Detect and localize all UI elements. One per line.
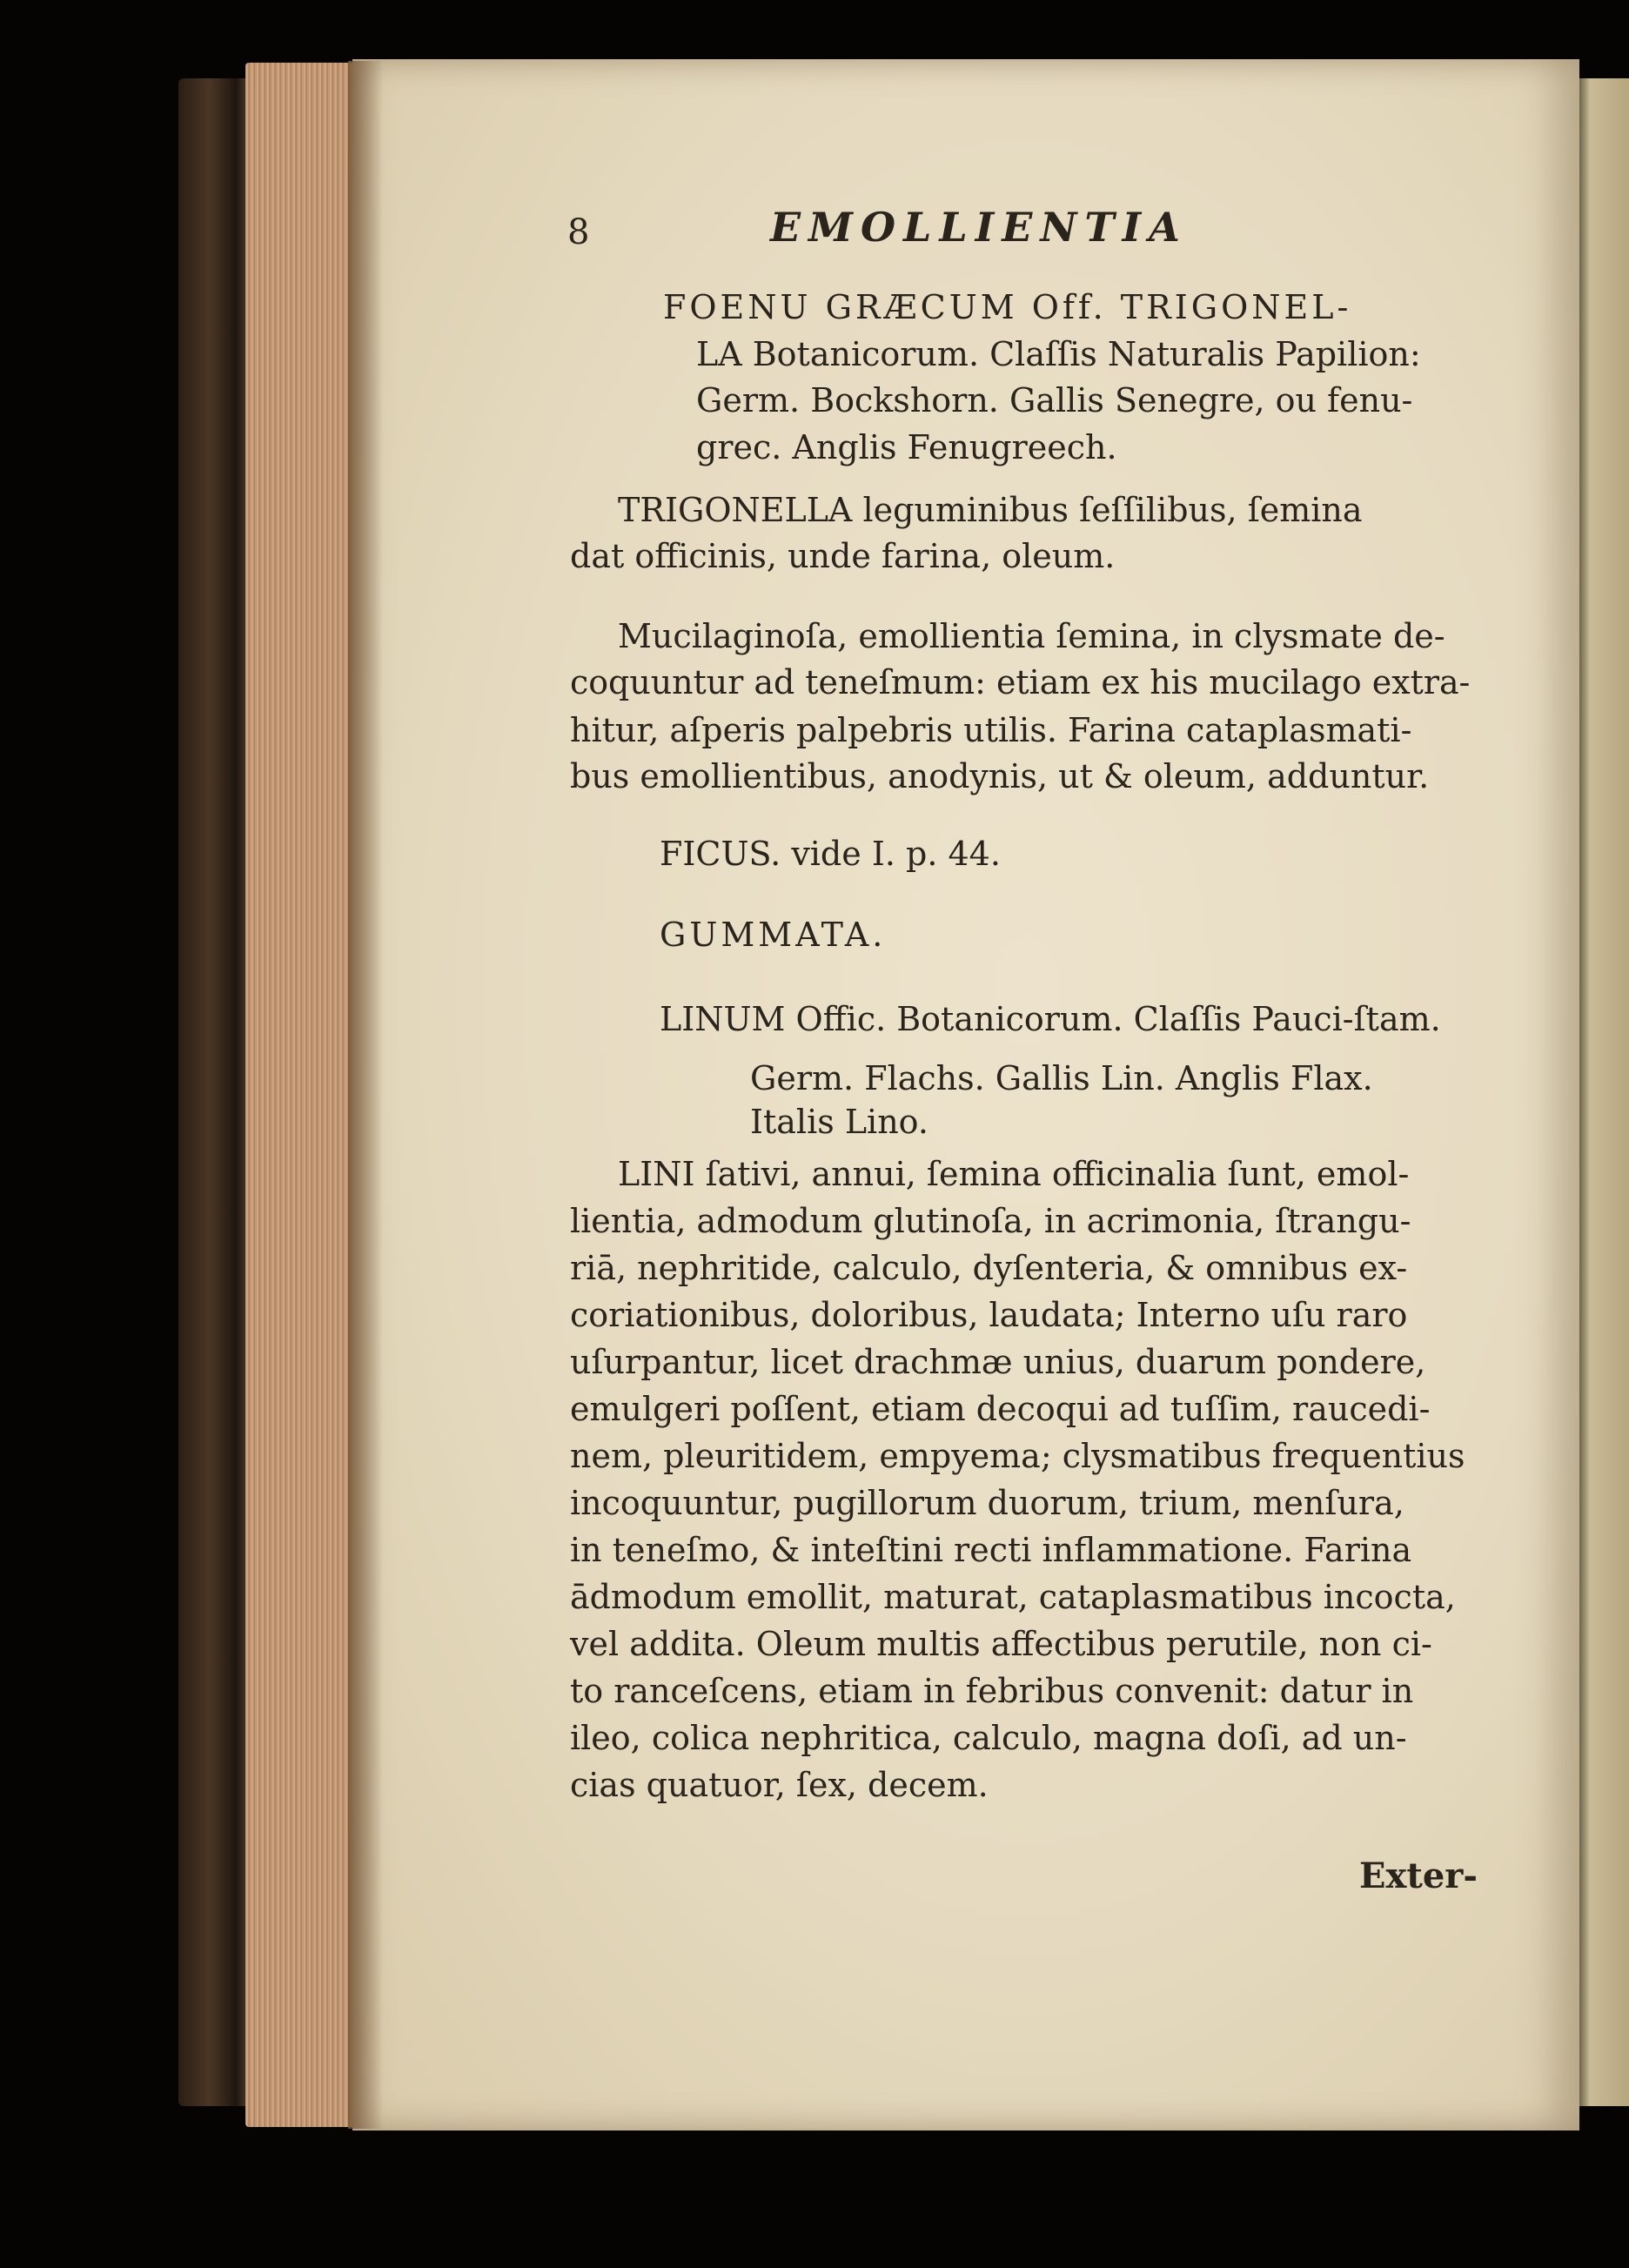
foenu-line-3: Germ. Bockshorn. Gallis Senegre, ou fenu- (696, 381, 1413, 419)
page-number: 8 (567, 212, 590, 252)
lini-line-2: lientia, admodum glutinoſa, in acrimonia, ſtrangu- (570, 1202, 1411, 1240)
mucilaginosa-line-4: bus emollientibus, anodynis, ut & oleum, adduntur. (570, 757, 1430, 795)
lini-line-1: LINI ſativi, annui, ſemina officinalia ſunt, emol- (618, 1155, 1410, 1193)
gutter-shadow (348, 61, 383, 2129)
mucilaginosa-line-1: Mucilaginoſa, emollientia ſemina, in clysmate de- (618, 617, 1445, 655)
facing-page-edge (1573, 78, 1629, 2106)
linum-line-3: Italis Lino. (750, 1103, 928, 1141)
foenu-line-2: LA Botanicorum. Claſſis Naturalis Papilion: (696, 335, 1421, 373)
lini-line-12: to ranceſcens, etiam in febribus convenit: datur in (570, 1672, 1414, 1710)
trigonella-line-2: dat officinis, unde farina, oleum. (570, 537, 1116, 575)
catchword: Exter- (1359, 1855, 1478, 1896)
mucilaginosa-line-2: coquuntur ad teneſmum: etiam ex his mucilago extra- (570, 663, 1471, 701)
lini-line-13: ileo, colica nephritica, calculo, magna doſi, ad un- (570, 1719, 1407, 1757)
lini-line-8: incoquuntur, pugillorum duorum, trium, menſura, (570, 1484, 1404, 1522)
ficus-entry: FICUS. vide I. p. 44. (660, 835, 1001, 873)
running-head: EMOLLIENTIA (770, 204, 1188, 251)
trigonella-line-1: TRIGONELLA leguminibus ſeſſilibus, ſemina (618, 491, 1363, 529)
lini-line-9: in teneſmo, & inteſtini recti inflammatione. Farina (570, 1531, 1412, 1569)
linum-line-1: LINUM Offic. Botanicorum. Claſſis Pauci-ſtam. (660, 1000, 1441, 1038)
lini-line-4: coriationibus, doloribus, laudata; Interno uſu raro (570, 1296, 1408, 1334)
lini-line-6: emulgeri poſſent, etiam decoqui ad tuſſim, raucedi- (570, 1390, 1431, 1428)
gummata-heading: GUMMATA. (660, 916, 887, 954)
lini-line-14: cias quatuor, ſex, decem. (570, 1766, 989, 1804)
lini-line-11: vel addita. Oleum multis affectibus perutile, non ci- (570, 1625, 1432, 1663)
lini-line-3: riā, nephritide, calculo, dyſenteria, & omnibus ex- (570, 1249, 1408, 1287)
lini-line-5: uſurpantur, licet drachmæ unius, duarum pondere, (570, 1343, 1426, 1381)
foenu-line-1: FOENU GRÆCUM Off. TRIGONEL- (663, 288, 1352, 326)
lini-line-10: ādmodum emollit, maturat, cataplasmatibus incocta, (570, 1578, 1456, 1616)
mucilaginosa-line-3: hitur, aſperis palpebris utilis. Farina cataplasmati- (570, 711, 1412, 749)
foenu-line-4: grec. Anglis Fenugreech. (696, 428, 1117, 466)
lini-line-7: nem, pleuritidem, empyema; clysmatibus frequentius (570, 1437, 1465, 1475)
linum-line-2: Germ. Flachs. Gallis Lin. Anglis Flax. (750, 1059, 1373, 1097)
